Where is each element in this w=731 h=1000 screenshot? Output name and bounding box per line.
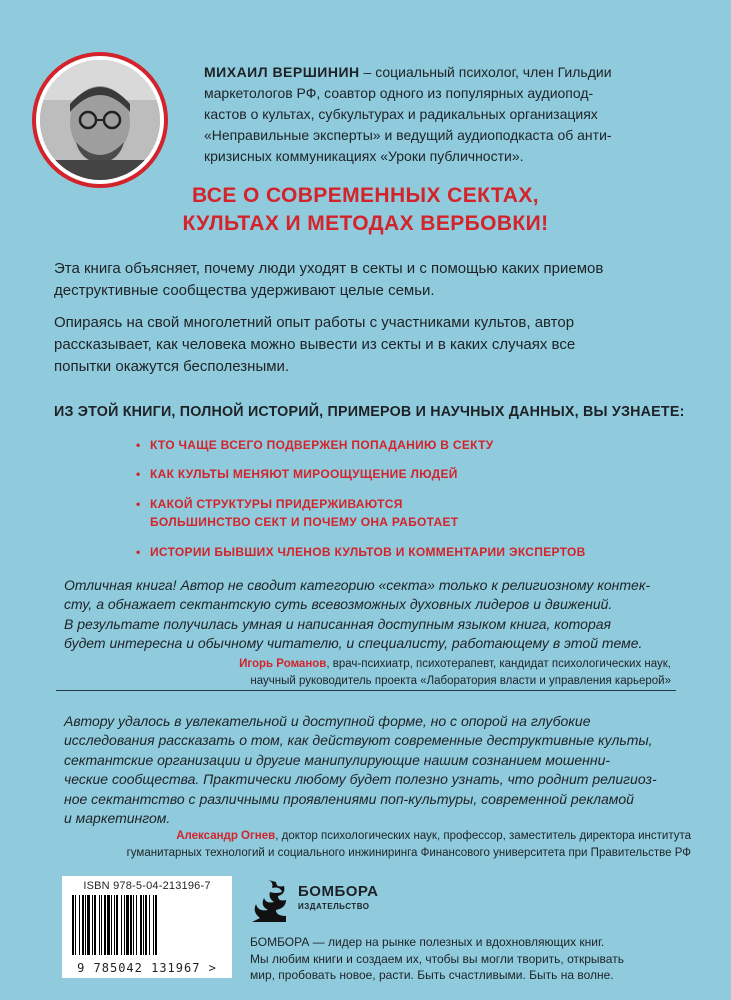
quote-line: будет интересна и обычному читателю, и специалисту, работающему в этой теме.: [64, 635, 643, 652]
barcode-bar: [153, 895, 154, 955]
quote-line: исследования рассказать о том, как действуют современные деструктивные культы,: [64, 732, 653, 749]
list-item: [136, 465, 670, 483]
list-item-text: КТО ЧАЩЕ ВСЕГО ПОДВЕРЖЕН ПОПАДАНИЮ В СЕКТУ: [150, 438, 494, 452]
list-item-text: ИСТОРИИ БЫВШИХ ЧЛЕНОВ КУЛЬТОВ И КОММЕНТАРИИ ЭКСПЕРТОВ: [150, 545, 586, 559]
quote-line: ческие сообщества. Практически любому будет полезно узнать, что роднит религиоз-: [64, 771, 657, 788]
reviewer-role: , врач-психиатр, психотерапевт, кандидат психологических наук,: [326, 658, 671, 670]
barcode-bar: [136, 895, 137, 955]
review-quote-2: [64, 712, 670, 828]
text-line: БОМБОРА — лидер на рынке полезных и вдохновляющих книг.: [250, 935, 605, 949]
barcode-bar: [121, 895, 122, 955]
list-item: [136, 436, 670, 454]
barcode-bar: [79, 895, 80, 955]
barcode-bar: [75, 895, 76, 955]
barcode-bar: [87, 895, 90, 955]
barcode-bar: [116, 895, 118, 955]
barcode-bar: [126, 895, 129, 955]
text-line: попытки окажутся бесполезными.: [54, 358, 290, 375]
barcode-bar: [99, 895, 100, 955]
bio-line: «Неправильные эксперты» и ведущий аудиоподкаста об анти-: [204, 127, 612, 143]
barcode-bar: [92, 895, 93, 955]
barcode-bar: [94, 895, 96, 955]
headline-line: ВСЕ О СОВРЕМЕННЫХ СЕКТАХ,: [192, 184, 539, 207]
learn-title: ИЗ ЭТОЙ КНИГИ, ПОЛНОЙ ИСТОРИЙ, ПРИМЕРОВ И НАУЧНЫХ ДАННЫХ, ВЫ УЗНАЕТЕ:: [54, 404, 685, 420]
text-line: Опираясь на свой многолетний опыт работы с участниками культов, автор: [54, 314, 575, 331]
bullet-icon: •: [136, 467, 141, 481]
publisher-logo-sub: ИЗДАТЕЛЬСТВО: [298, 902, 370, 911]
publisher-logo-name: БОМБОРА: [298, 883, 379, 900]
bio-line: кастов о культах, субкультурах и радикальных организациях: [204, 106, 598, 122]
text-line: деструктивные сообщества удерживают целые семьи.: [54, 282, 435, 299]
text-line: Мы любим книги и создаем их, чтобы вы могли творить, открывать: [250, 951, 624, 966]
list-item-text: КАК КУЛЬТЫ МЕНЯЮТ МИРООЩУЩЕНИЕ ЛЮДЕЙ: [150, 467, 458, 481]
quote-line: и маркетингом.: [64, 810, 171, 827]
divider: [56, 690, 676, 691]
quote-line: ное сектантство с различными проявлениями поп-культуры, современной рекламой: [64, 790, 634, 807]
barcode-bar: [149, 895, 150, 955]
barcode-bars: [70, 895, 222, 955]
author-bio: [204, 62, 704, 167]
quote-line: В результате получилась умная и написанная доступным языком книга, которая: [64, 615, 612, 632]
review-citation-1: [71, 656, 671, 690]
bio-line: – социальный психолог, член Гильдии: [359, 64, 612, 80]
barcode-bar: [114, 895, 115, 955]
quote-line: сектантские организации и другие манипулирующие нашим сознанием мошенни-: [64, 751, 611, 768]
bullet-icon: •: [136, 497, 141, 511]
quote-line: Отличная книга! Автор не сводит категорию «секта» только к религиозному контек-: [64, 577, 651, 593]
text-line: рассказывает, как человека можно вывести из секты и в каких случаях все: [54, 336, 576, 353]
barcode-bar: [101, 895, 102, 955]
reviewer-role: гуманитарных технологий и социального инжиниринга Финансового университета при Правительстве РФ: [126, 847, 691, 859]
barcode-bar: [145, 895, 147, 955]
review-citation-2: [31, 828, 691, 862]
reviewer-role: , доктор психологических наук, профессор, заместитель директора института: [275, 830, 691, 842]
list-item-text: КАКОЙ СТРУКТУРЫ ПРИДЕРЖИВАЮТСЯ: [150, 497, 403, 511]
list-item-text: БОЛЬШИНСТВО СЕКТ И ПОЧЕМУ ОНА РАБОТАЕТ: [150, 515, 459, 529]
bullet-icon: •: [136, 545, 141, 559]
reviewer-name: Игорь Романов: [239, 658, 327, 670]
barcode-bar: [140, 895, 142, 955]
bio-line: кризисных коммуникациях «Уроки публичности».: [204, 148, 524, 164]
barcode-bar: [124, 895, 125, 955]
barcode-bar: [155, 895, 157, 955]
barcode: [62, 876, 232, 978]
barcode-bar: [85, 895, 86, 955]
barcode-bar: [133, 895, 134, 955]
quote-line: Автору удалось в увлекательной и доступной форме, но с опорой на глубокие: [64, 713, 591, 729]
list-item: [136, 495, 670, 531]
barcode-bar: [107, 895, 110, 955]
intro-paragraph-2: [54, 312, 684, 378]
barcode-bar: [82, 895, 84, 955]
quote-line: сту, а обнажает сектантскую суть всевозможных духовных лидеров и движений.: [64, 596, 613, 613]
headline: [40, 182, 691, 238]
text-line: мир, пробовать новое, расти. Быть счастливыми. Быть на волне.: [250, 968, 614, 982]
barcode-bar: [72, 895, 74, 955]
text-line: Эта книга объясняет, почему люди уходят в секты и с помощью каких приемов: [54, 260, 604, 277]
barcode-bar: [130, 895, 132, 955]
learn-list: [136, 436, 670, 561]
barcode-bar: [143, 895, 144, 955]
bio-line: маркетологов РФ, соавтор одного из популярных аудиопод-: [204, 85, 594, 101]
isbn-label: ISBN 978-5-04-213196-7: [83, 880, 211, 892]
review-quote-1: [64, 576, 670, 654]
author-name: МИХАИЛ ВЕРШИНИН: [204, 64, 360, 80]
intro-paragraph-1: [54, 258, 684, 302]
author-photo: [40, 60, 160, 180]
barcode-bar: [111, 895, 112, 955]
author-photo-frame: [32, 52, 168, 188]
list-item: [136, 543, 670, 561]
bullet-icon: •: [136, 438, 141, 452]
barcode-bar: [104, 895, 106, 955]
barcode-digits: 9 785042 131967 >: [77, 961, 217, 975]
reviewer-name: Александр Огнев: [176, 830, 276, 842]
headline-line: КУЛЬТАХ И МЕТОДАХ ВЕРБОВКИ!: [182, 212, 549, 235]
reviewer-role: научный руководитель проекта «Лаборатория власти и управления карьерой»: [250, 675, 671, 687]
publisher-description: [250, 934, 710, 984]
